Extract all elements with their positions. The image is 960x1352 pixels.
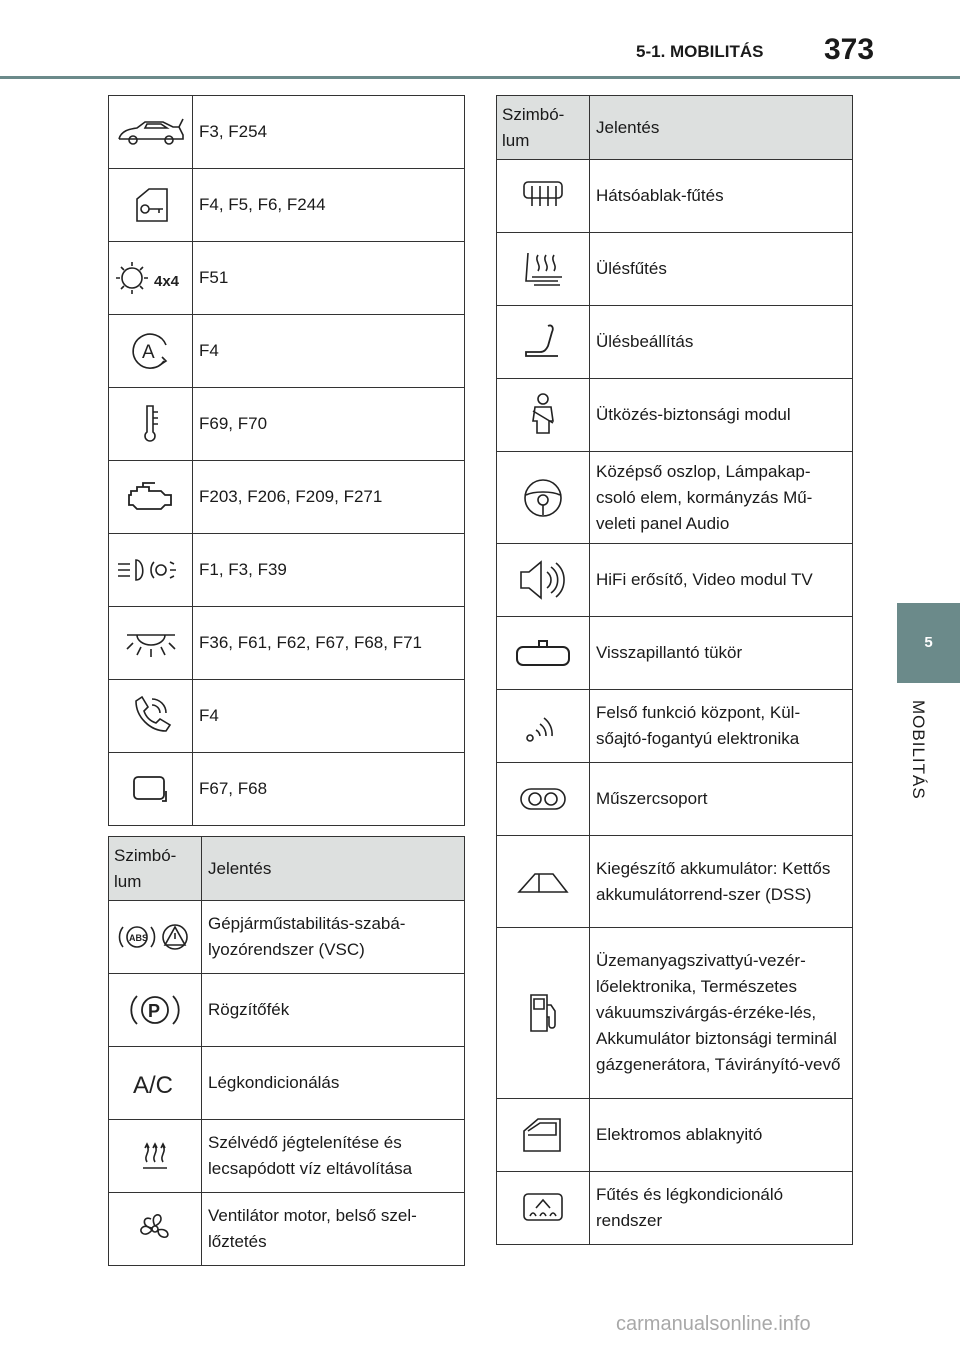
row-text: F69, F70 [193, 388, 465, 461]
phone-icon [109, 680, 193, 753]
windshield-heat-icon [109, 1120, 202, 1193]
row-text: Hátsóablak-fűtés [590, 160, 853, 233]
symbol-table-left-bottom [108, 836, 465, 1266]
engine-icon [109, 461, 193, 534]
table-row [497, 617, 853, 690]
steering-wheel-icon [497, 452, 590, 544]
thermometer-icon [109, 388, 193, 461]
airbag-icon [497, 379, 590, 452]
chapter-tab [897, 603, 960, 683]
row-text: HiFi erősítő, Video modul TV [590, 544, 853, 617]
row-text: Ülésbeállítás [590, 306, 853, 379]
svg-text:4x4: 4x4 [153, 273, 179, 290]
mirror-icon [109, 753, 193, 826]
row-text: Visszapillantó tükör [590, 617, 853, 690]
row-text: Rögzítőfék [202, 974, 465, 1047]
battery-car-icon [497, 836, 590, 928]
instrument-cluster-icon [497, 763, 590, 836]
table-row [497, 452, 853, 544]
row-text: F67, F68 [193, 753, 465, 826]
row-text: F36, F61, F62, F67, F68, F71 [193, 607, 465, 680]
row-text: F51 [193, 242, 465, 315]
table-row [497, 763, 853, 836]
table-row [109, 169, 465, 242]
car-door-key-icon [109, 169, 193, 242]
row-text: Gépjárműstabilitás-szabá-lyozórendszer (VSC) [202, 901, 465, 974]
row-text: Felső funkció központ, Kül-sőajtó-fogantyú elektronika [590, 690, 853, 763]
watermark: carmanualsonline.info [616, 1313, 811, 1335]
row-text: Ülésfűtés [590, 233, 853, 306]
climate-control-icon [497, 1172, 590, 1245]
table-row [109, 1120, 465, 1193]
seat-heat-icon [497, 233, 590, 306]
table-row [109, 974, 465, 1047]
rearview-mirror-icon [497, 617, 590, 690]
table-header-row [109, 837, 465, 901]
row-text: Fűtés és légkondicionáló rendszer [590, 1172, 853, 1245]
table-row [497, 306, 853, 379]
table-row [109, 1193, 465, 1266]
chapter-label [900, 700, 940, 820]
table-row [109, 753, 465, 826]
abs-vsc-warning-icon [109, 901, 202, 974]
column-header-symbol: Szimbó-lum [497, 96, 590, 160]
fuse-table-left-top [108, 95, 465, 826]
table-row [109, 680, 465, 753]
row-text: Szélvédő jégtelenítése és lecsapódott víz eltávolítása [202, 1120, 465, 1193]
car-trunk-icon [109, 96, 193, 169]
row-text: F4 [193, 315, 465, 388]
row-text: F3, F254 [193, 96, 465, 169]
table-row [497, 379, 853, 452]
fuel-pump-icon [497, 928, 590, 1099]
table-row [109, 315, 465, 388]
table-row [109, 461, 465, 534]
table-row [497, 1172, 853, 1245]
parking-brake-icon [109, 974, 202, 1047]
table-row [497, 1099, 853, 1172]
ac-icon [109, 1047, 202, 1120]
chapter-number: 5 [924, 634, 933, 651]
table-row [109, 96, 465, 169]
row-text: Ütközés-biztonsági modul [590, 379, 853, 452]
row-text: Üzemanyagszivattyú-vezér-lőelektronika, Természetes vákuumszivárgás-érzéke-lés, Akkumulátor biztonsági terminál gázgenerátora, Távirányító-vevő [590, 928, 853, 1099]
table-row [109, 607, 465, 680]
keyless-signal-icon [497, 690, 590, 763]
column-header-meaning: Jelentés [202, 837, 465, 901]
table-row [497, 160, 853, 233]
row-text: Légkondicionálás [202, 1047, 465, 1120]
svg-text:ABS: ABS [129, 933, 149, 943]
table-row [497, 690, 853, 763]
fan-icon [109, 1193, 202, 1266]
column-header-symbol: Szimbó-lum [109, 837, 202, 901]
table-header-row [497, 96, 853, 160]
svg-text:P: P [148, 1001, 161, 1021]
symbol-table-right [496, 95, 853, 1245]
svg-text:A: A [141, 342, 155, 363]
section-title: 5-1. MOBILITÁS [636, 42, 764, 61]
table-row [497, 544, 853, 617]
column-header-meaning: Jelentés [590, 96, 853, 160]
row-text: Elektromos ablaknyitó [590, 1099, 853, 1172]
power-window-icon [497, 1099, 590, 1172]
table-row [109, 388, 465, 461]
chapter-label-text: MOBILITÁS [909, 700, 928, 800]
interior-light-icon [109, 607, 193, 680]
row-text: Műszercsoport [590, 763, 853, 836]
row-text: F1, F3, F39 [193, 534, 465, 607]
row-text: F203, F206, F209, F271 [193, 461, 465, 534]
speaker-icon [497, 544, 590, 617]
svg-text:A/C: A/C [133, 1072, 174, 1099]
table-row [109, 901, 465, 974]
rear-window-heat-icon [497, 160, 590, 233]
table-row [109, 534, 465, 607]
4x4-gear-icon [109, 242, 193, 315]
table-row [497, 928, 853, 1099]
row-text: Ventilátor motor, belső szel-lőztetés [202, 1193, 465, 1266]
page-number: 373 [824, 33, 875, 66]
row-text: F4 [193, 680, 465, 753]
row-text: F4, F5, F6, F244 [193, 169, 465, 242]
auto-start-stop-icon [109, 315, 193, 388]
row-text: Középső oszlop, Lámpakap-csoló elem, kormányzás Mű-veleti panel Audio [590, 452, 853, 544]
row-text: Kiegészítő akkumulátor: Kettős akkumulátorrend-szer (DSS) [590, 836, 853, 928]
table-row [497, 233, 853, 306]
table-row [109, 242, 465, 315]
table-row [497, 836, 853, 928]
headlight-fog-icon [109, 534, 193, 607]
table-row [109, 1047, 465, 1120]
seat-icon [497, 306, 590, 379]
header-rule [0, 76, 960, 79]
